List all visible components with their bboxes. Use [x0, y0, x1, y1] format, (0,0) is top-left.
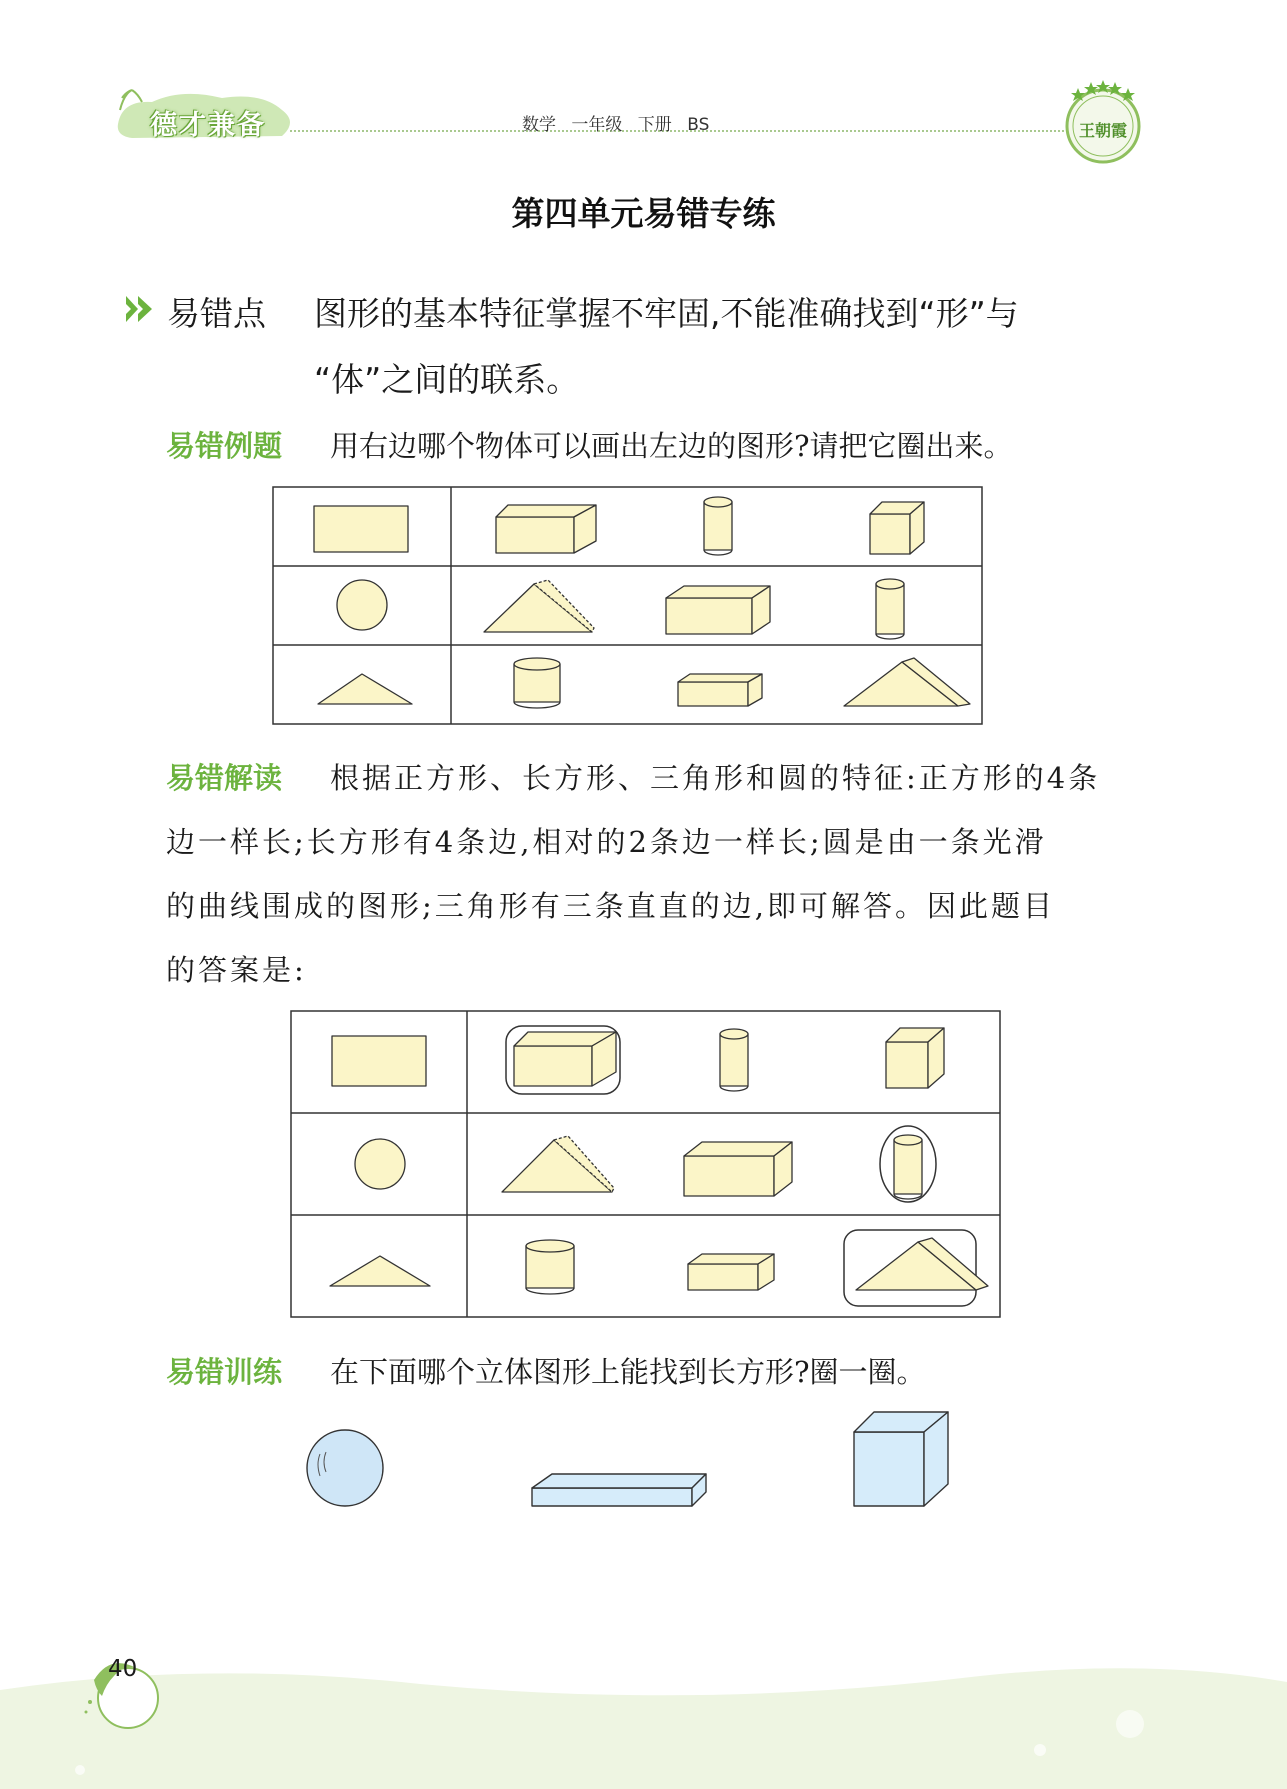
- page-title: 第四单元易错专练: [511, 194, 776, 233]
- tall-cylinder-solid: [876, 579, 904, 639]
- explanation-text-line-3: 的曲线围成的图形;三角形有三条直直的边,即可解答。因此题目: [166, 889, 1055, 923]
- key-point-text: 图形的基本特征掌握不牢固,不能准确找到“形”与: [314, 294, 1019, 333]
- example-table: [272, 486, 984, 726]
- flat-cuboid-option[interactable]: [532, 1474, 706, 1506]
- answer-table: [290, 1010, 1002, 1320]
- large-triangular-prism-solid: [844, 658, 970, 706]
- cuboid-solid-2: [666, 586, 770, 634]
- triangular-prism-solid: [484, 580, 594, 632]
- cuboid-solid: [496, 505, 596, 553]
- explanation-label: 易错解读: [166, 761, 283, 795]
- footer-background: [0, 1660, 1287, 1789]
- training-solids: [290, 1400, 990, 1520]
- key-point-label: 易错点: [167, 294, 266, 333]
- triangular-prism-solid: [502, 1136, 614, 1192]
- flat-cuboid-solid: [688, 1254, 774, 1290]
- flat-cuboid-solid: [678, 674, 762, 706]
- training-label: 易错训练: [166, 1355, 283, 1389]
- example-label: 易错例题: [166, 429, 283, 463]
- cube-solid: [886, 1028, 944, 1088]
- explanation-text-line-1: 根据正方形、长方形、三角形和圆的特征:正方形的4条: [330, 761, 1101, 795]
- triangle-shape: [318, 674, 412, 704]
- cube-solid: [870, 502, 924, 554]
- rectangle-shape: [314, 506, 408, 552]
- cuboid-solid: [514, 1032, 616, 1086]
- example-question: 用右边哪个物体可以画出左边的图形?请把它圈出来。: [330, 429, 1013, 463]
- circle-shape: [355, 1139, 405, 1189]
- explanation-text-line-4: 的答案是:: [166, 953, 307, 987]
- tall-cylinder-solid: [894, 1135, 922, 1199]
- publisher-seal: [1058, 78, 1148, 168]
- header-subject: 数学 一年级 下册 BS: [522, 115, 710, 135]
- key-point-text-continued: “体”之间的联系。: [314, 360, 580, 399]
- brand-name: 德才兼备: [150, 110, 266, 141]
- seal-text: 王朝霞: [1078, 121, 1128, 140]
- cube-option[interactable]: [854, 1412, 948, 1506]
- short-cylinder-solid: [526, 1240, 574, 1294]
- sphere-option[interactable]: [307, 1430, 383, 1506]
- training-question: 在下面哪个立体图形上能找到长方形?圈一圈。: [330, 1355, 926, 1389]
- explanation-text-line-2: 边一样长;长方形有4条边,相对的2条边一样长;圆是由一条光滑: [166, 825, 1047, 859]
- large-triangular-prism-solid: [856, 1238, 988, 1290]
- circle-shape: [337, 580, 387, 630]
- page-number: 40: [108, 1656, 138, 1682]
- double-chevron-icon: [126, 296, 156, 326]
- cylinder-solid: [704, 497, 732, 555]
- short-cylinder-solid: [514, 658, 560, 708]
- cuboid-solid-2: [684, 1142, 792, 1196]
- cylinder-solid: [720, 1029, 748, 1091]
- rectangle-shape: [332, 1036, 426, 1086]
- triangle-shape: [330, 1256, 430, 1286]
